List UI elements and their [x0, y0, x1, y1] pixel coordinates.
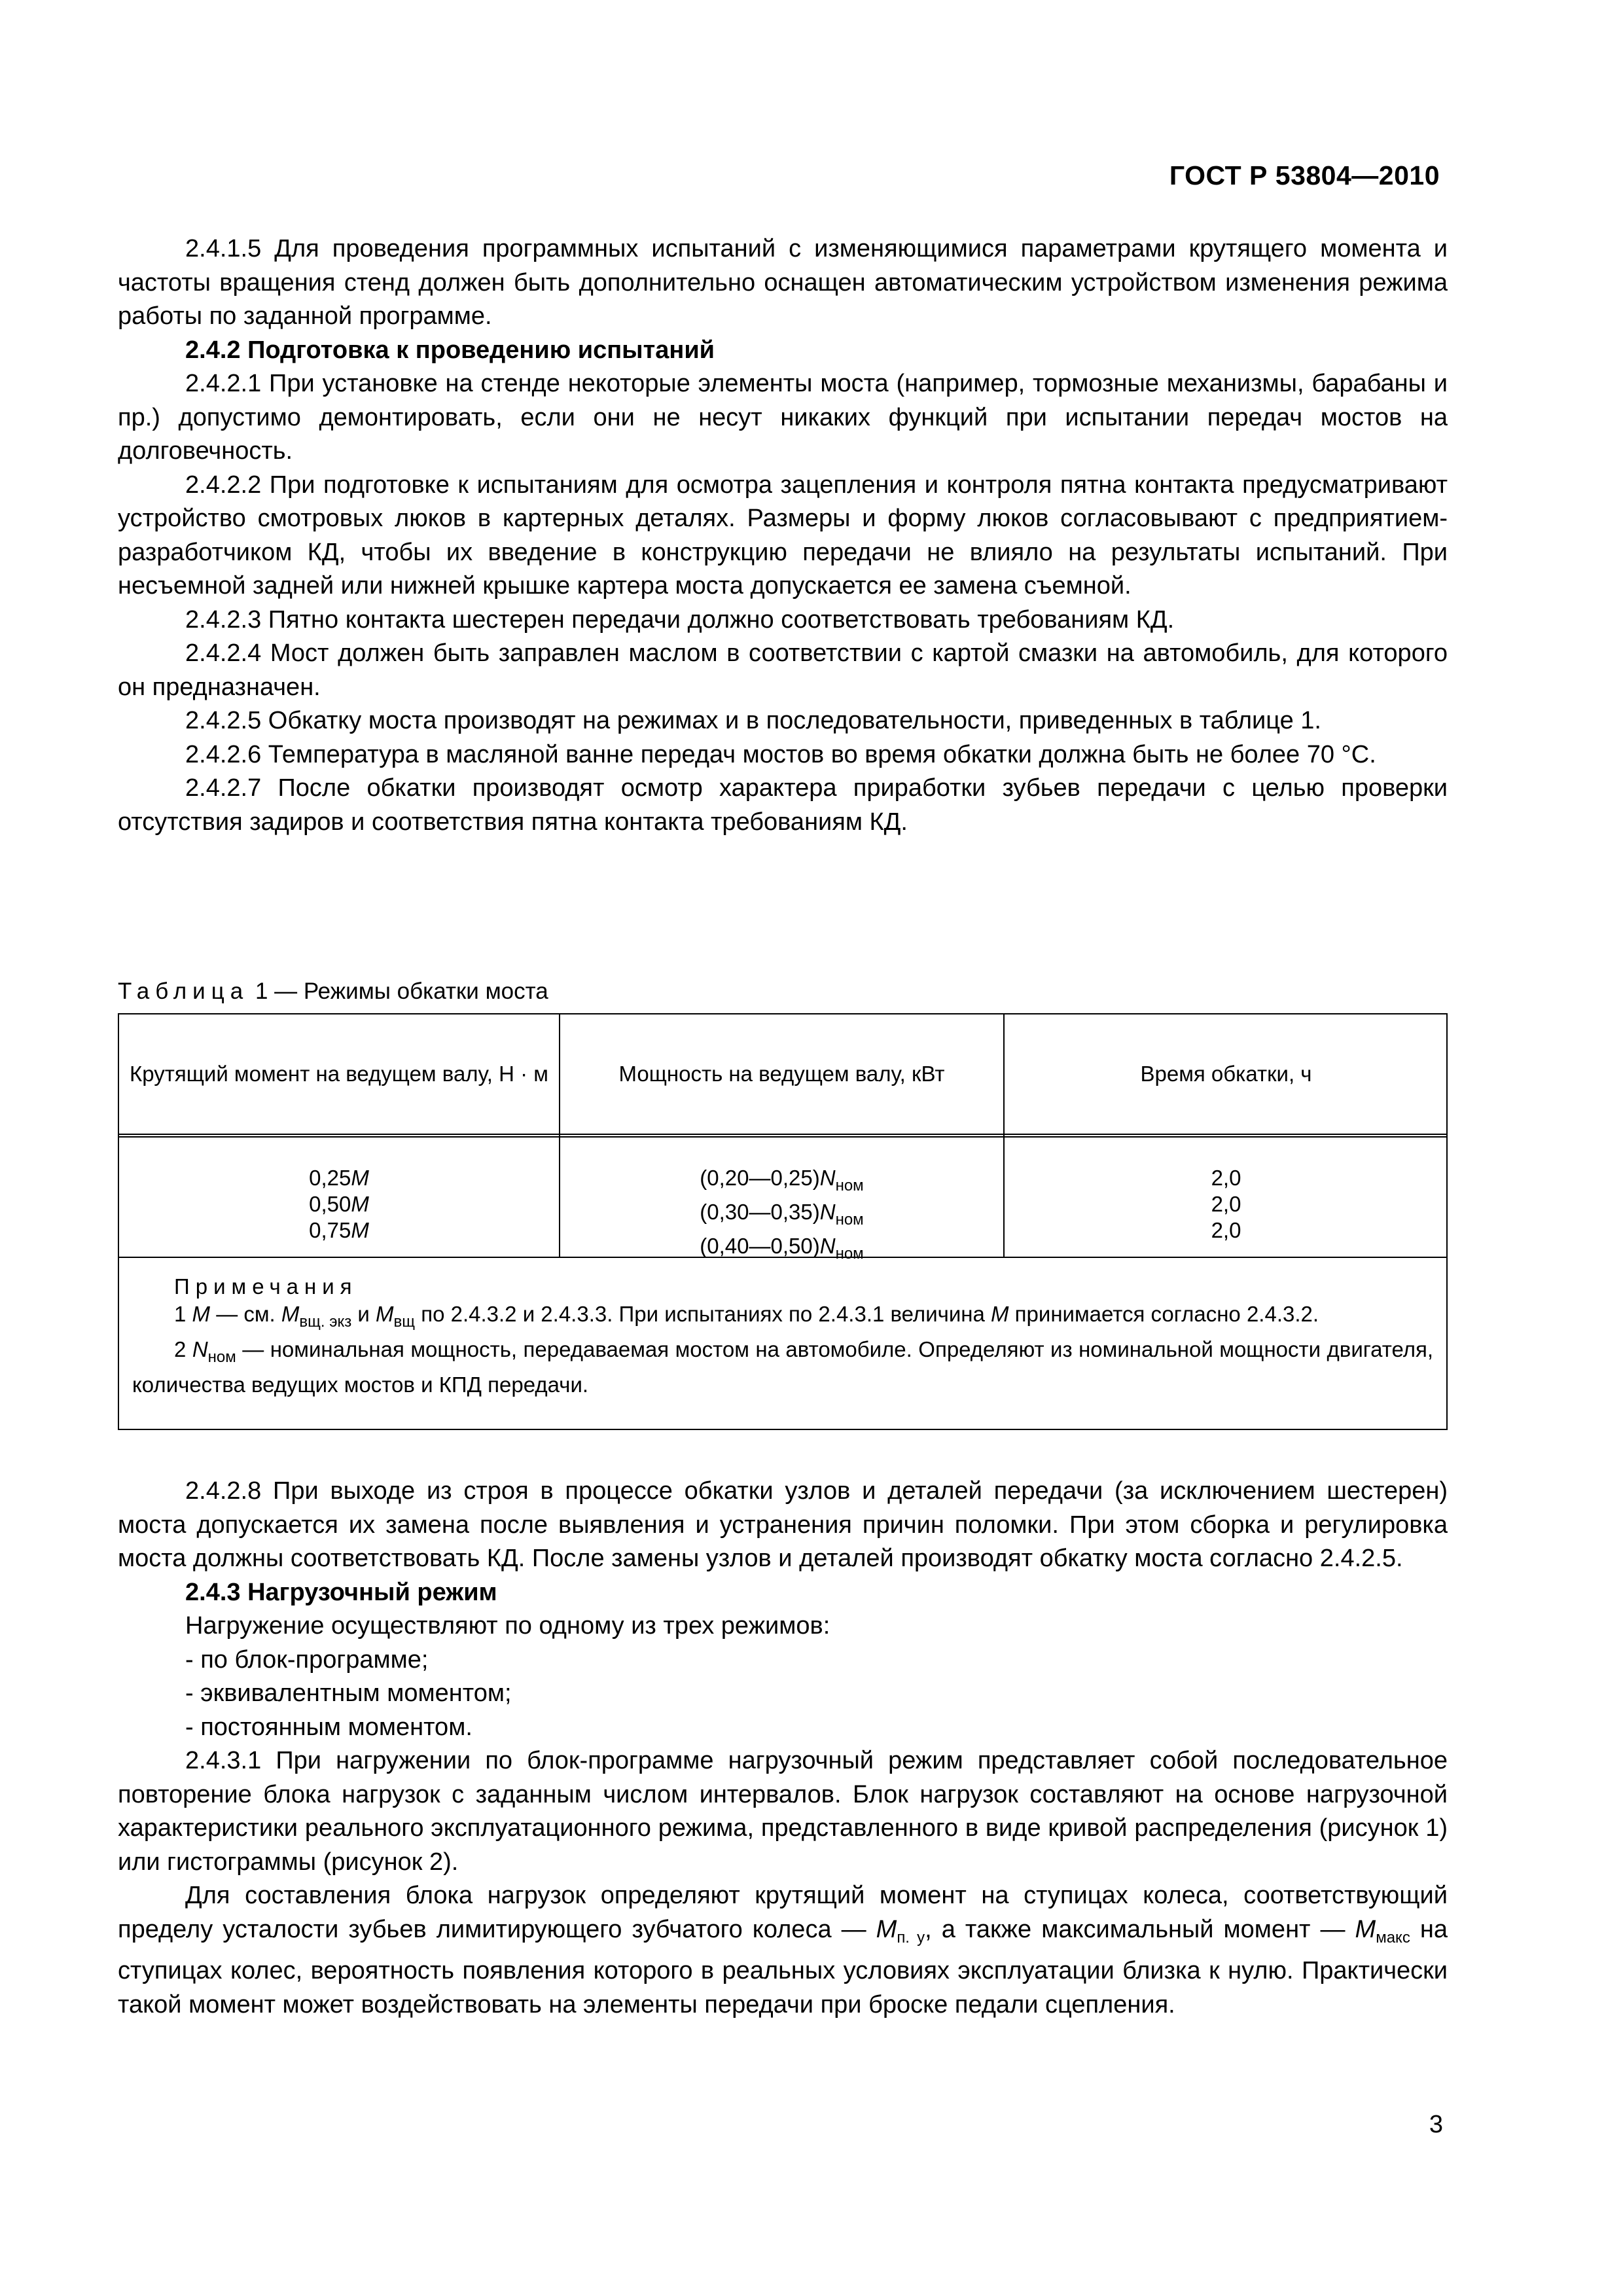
text-block-bottom	[118, 1475, 1448, 2022]
power-value-1: $(0,20—0,25)N_{ном}$	[700, 1166, 864, 1194]
time-value-3: 2,0	[1211, 1218, 1241, 1242]
document-number: ГОСТ Р 53804—2010	[1169, 160, 1440, 190]
table-notes	[132, 1273, 1433, 1399]
notes-title: Примечания	[174, 1274, 358, 1299]
paragraph-2-4-2-1: 2.4.2.1 При установке на стенде некоторые элементы моста (например, тормозные механизмы, барабаны и пр.) допустимо демонтировать, если они не несут никаких функций при испытании передач мостов на долговечность.	[118, 370, 1448, 465]
paragraph-2-4-2-3: 2.4.2.3 Пятно контакта шестерен передачи должно соответствовать требованиям КД.	[185, 605, 1175, 634]
paragraph-2-4-1-5: 2.4.1.5 Для проведения программных испытаний с изменяющимися параметрами крутящего момента и частоты вращения стенд должен быть дополнительно оснащен автоматическим устройством изменения режима работы по заданной программе.	[118, 235, 1448, 330]
paragraph-loading-modes: Нагружение осуществляют по одному из трех режимов:	[185, 1612, 830, 1640]
list-item: - постоянным моментом.	[185, 1713, 473, 1741]
list-item: - по блок-программе;	[185, 1645, 429, 1674]
table-cell-time	[1005, 1165, 1448, 1244]
paragraph-load-block: Для составления блока нагрузок определяют крутящий момент на ступицах колеса, соответствующий пределу усталости зубьев лимитирующего зубчатого колеса — $M_{п. у}$, а также максимальный момент — $M_{макс}$ на ступицах колес, вероятность появления которого в реальных условиях эксплуатации близка к нулю. Практически такой момент может воздействовать на элементы передачи при броске педали сцепления.	[118, 1882, 1448, 2018]
table-caption-text: 1 — Режимы обкатки моста	[249, 978, 548, 1004]
run-in-modes-table	[118, 1013, 1448, 1430]
table-caption	[118, 978, 548, 1005]
time-value-2: 2,0	[1211, 1192, 1241, 1216]
note-2: 2 $N_{ном}$ — номинальная мощность, передаваемая мостом на автомобиле. Определяют из номинальной мощности двигателя, количества ведущих мостов и КПД передачи.	[132, 1337, 1433, 1397]
paragraph-2-4-2-2: 2.4.2.2 При подготовке к испытаниям для осмотра зацепления и контроля пятна контакта предусматривают устройство смотровых люков в картерных деталях. Размеры и форму люков согласовывают с предприятием-разработчиком КД, чтобы их введение в конструкцию передачи не влияло на результаты испытаний. При несъемной задней или нижней крышке картера моста допускается ее замена съемной.	[118, 471, 1448, 600]
paragraph-2-4-2-6: 2.4.2.6 Температура в масляной ванне передач мостов во время обкатки должна быть не более 70 °С.	[185, 740, 1376, 768]
table-cell-torque	[119, 1165, 559, 1244]
power-value-3: $(0,40—0,50)N_{ном}$	[700, 1234, 864, 1263]
list-item: - эквивалентным моментом;	[185, 1679, 512, 1707]
torque-value-3: 0,75M	[309, 1218, 369, 1242]
page-number: 3	[1429, 2111, 1443, 2138]
paragraph-2-4-3-1: 2.4.3.1 При нагружении по блок-программе нагрузочный режим представляет собой последовательное повторение блока нагрузок с заданным числом интервалов. Блок нагрузок составляют на основе нагрузочной характеристики реального эксплуатационного режима, представленного в виде кривой распределения (рисунок 1) или гистограммы (рисунок 2).	[118, 1747, 1448, 1876]
power-value-2: $(0,30—0,35)N_{ном}$	[700, 1200, 864, 1229]
text-block-top	[118, 232, 1448, 839]
paragraph-2-4-2-4: 2.4.2.4 Мост должен быть заправлен маслом в соответствии с картой смазки на автомобиль, для которого он предназначен.	[118, 639, 1448, 701]
note-1: 1 M — см. $M_{вщ. экз}$ и $M_{вщ}$ по 2.4.3.2 и 2.4.3.3. При испытаниях по 2.4.3.1 величина M принимается согласно 2.4.3.2.	[174, 1302, 1319, 1331]
table-caption-word: Таблица	[118, 978, 249, 1004]
heading-2-4-2: 2.4.2 Подготовка к проведению испытаний	[185, 336, 715, 364]
paragraph-2-4-2-8: 2.4.2.8 При выходе из строя в процессе обкатки узлов и деталей передачи (за исключением шестерен) моста допускается их замена после выявления и устранения причин поломки. При этом сборка и регулировка моста должны соответствовать КД. После замены узлов и деталей производят обкатку моста согласно 2.4.2.5.	[118, 1477, 1448, 1572]
torque-value-2: 0,50M	[309, 1192, 369, 1216]
time-value-1: 2,0	[1211, 1166, 1241, 1190]
table-header-torque: Крутящий момент на ведущем валу, Н · м	[130, 1062, 548, 1086]
table-header-power: Мощность на ведущем валу, кВт	[618, 1062, 945, 1086]
table-header-separator	[119, 1134, 1446, 1138]
heading-2-4-3: 2.4.3 Нагрузочный режим	[185, 1578, 497, 1606]
torque-value-1: 0,25M	[309, 1166, 369, 1190]
paragraph-2-4-2-5: 2.4.2.5 Обкатку моста производят на режимах и в последовательности, приведенных в таблице 1.	[185, 707, 1321, 734]
table-header-time: Время обкатки, ч	[1140, 1062, 1312, 1086]
paragraph-2-4-2-7: 2.4.2.7 После обкатки производят осмотр характера приработки зубьев передачи с целью проверки отсутствия задиров и соответствия пятна контакта требованиям КД.	[118, 774, 1448, 836]
table-cell-power	[560, 1165, 1003, 1267]
